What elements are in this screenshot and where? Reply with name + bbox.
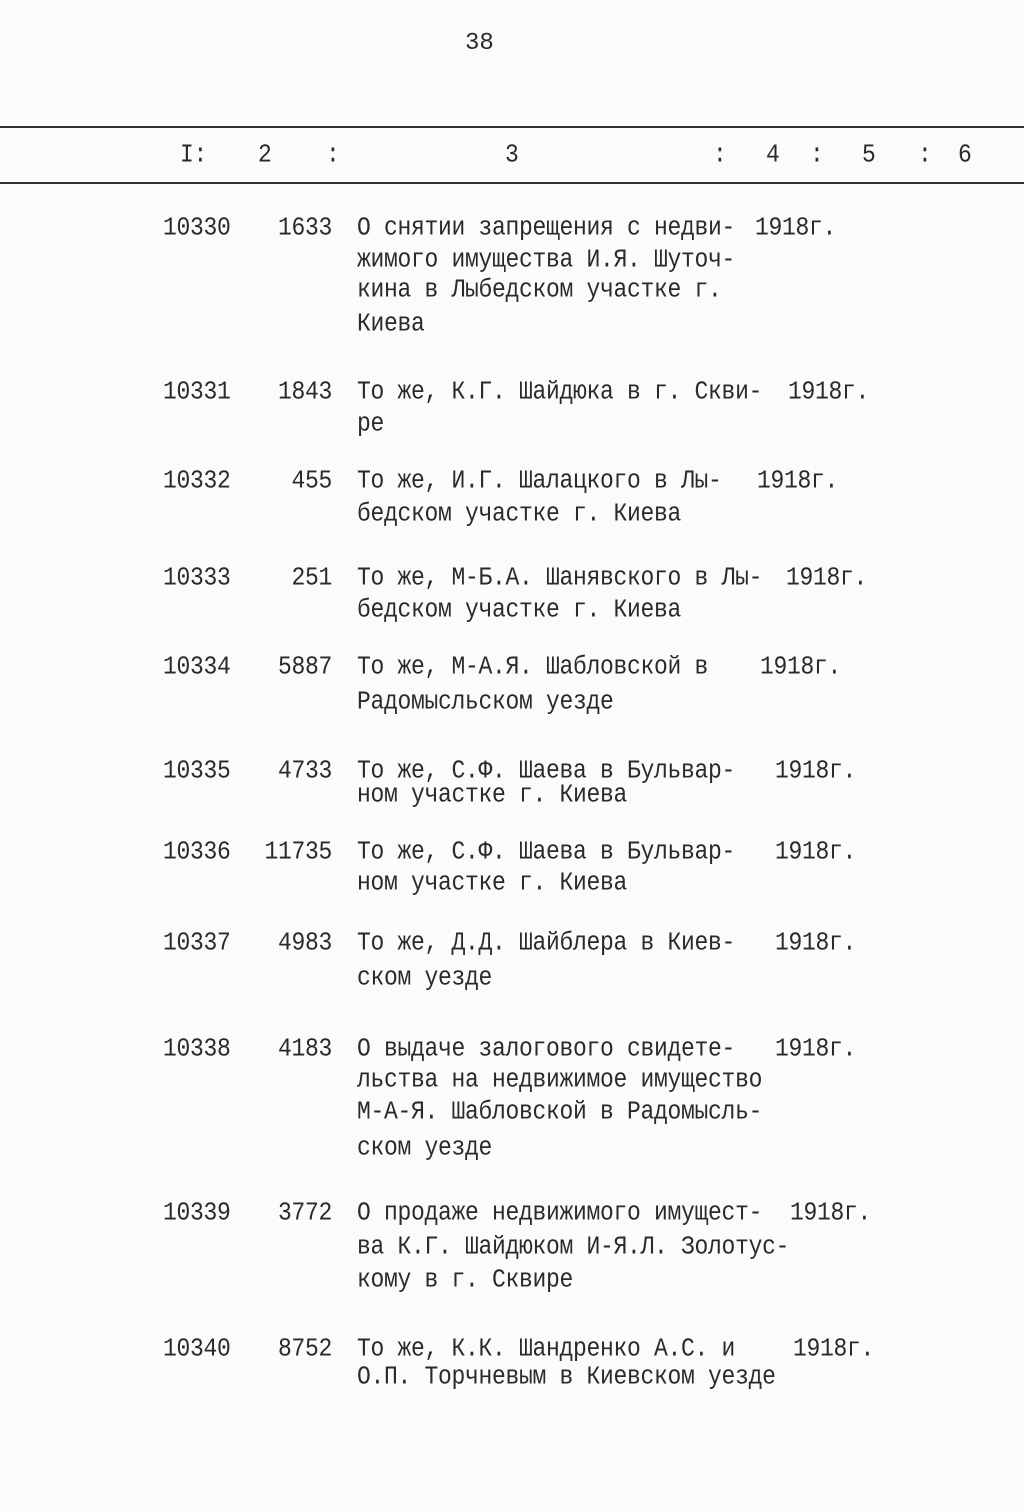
sheet-count: 8752 [277, 1334, 332, 1364]
separator: : [326, 140, 340, 170]
record-year: 1918г. [775, 928, 857, 958]
description-line: О выдаче залогового свидете- [357, 1034, 736, 1064]
description-line: Радомысльском уезде [357, 687, 614, 717]
record-year: 1918г. [793, 1334, 875, 1364]
description-line: ре [357, 409, 385, 439]
record-number: 10331 [163, 377, 231, 407]
header-top-rule [0, 126, 1024, 128]
sheet-count: 1633 [277, 213, 332, 243]
description-line: кина в Лыбедском участке г. [357, 275, 722, 305]
sheet-count: 1843 [277, 377, 332, 407]
description-line: Киева [357, 309, 425, 339]
description-line: жимого имущества И.Я. Шуточ- [357, 245, 736, 275]
col-2-header: 2 [258, 140, 272, 170]
record-number: 10335 [163, 756, 231, 786]
sheet-count: 251 [291, 563, 332, 593]
record-number: 10330 [163, 213, 231, 243]
record-year: 1918г. [755, 213, 837, 243]
description-line: То же, М-А.Я. Шабловской в [357, 652, 709, 682]
record-number: 10336 [163, 837, 231, 867]
description-line: То же, К.Г. Шайдюка в г. Скви- [357, 377, 763, 407]
description-line: кому в г. Сквире [357, 1265, 574, 1295]
description-line: То же, К.К. Шандренко А.С. и [357, 1334, 736, 1364]
sheet-count: 4983 [277, 928, 332, 958]
sheet-count: 455 [291, 466, 332, 496]
record-number: 10339 [163, 1198, 231, 1228]
description-line: О продаже недвижимого имущест- [357, 1198, 763, 1228]
description-line: М-А-Я. Шабловской в Радомысль- [357, 1097, 763, 1127]
description-line: льства на недвижимое имущество [357, 1065, 763, 1095]
separator: : [918, 140, 932, 170]
separator: : [713, 140, 727, 170]
record-year: 1918г. [786, 563, 868, 593]
record-year: 1918г. [788, 377, 870, 407]
record-year: 1918г. [775, 837, 857, 867]
record-number: 10337 [163, 928, 231, 958]
description-line: То же, И.Г. Шалацкого в Лы- [357, 466, 722, 496]
col-6-header: 6 [958, 140, 972, 170]
sheet-count: 4183 [277, 1034, 332, 1064]
sheet-count: 3772 [277, 1198, 332, 1228]
description-line: О снятии запрещения с недви- [357, 213, 736, 243]
sheet-count: 5887 [277, 652, 332, 682]
description-line: ском уезде [357, 1133, 493, 1163]
record-year: 1918г. [790, 1198, 872, 1228]
record-number: 10334 [163, 652, 231, 682]
record-number: 10340 [163, 1334, 231, 1364]
description-line: То же, Д.Д. Шайблера в Киев- [357, 928, 736, 958]
page-number: 38 [465, 30, 494, 57]
sheet-count: 11735 [264, 837, 332, 867]
description-line: ном участке г. Киева [357, 780, 628, 810]
record-year: 1918г. [775, 1034, 857, 1064]
description-line: То же, М-Б.А. Шанявского в Лы- [357, 563, 763, 593]
separator: : [810, 140, 824, 170]
record-number: 10333 [163, 563, 231, 593]
col-5-header: 5 [862, 140, 876, 170]
record-number: 10338 [163, 1034, 231, 1064]
description-line: То же, С.Ф. Шаева в Бульвар- [357, 756, 736, 786]
col-4-header: 4 [766, 140, 780, 170]
description-line: бедском участке г. Киева [357, 595, 682, 625]
record-year: 1918г. [757, 466, 839, 496]
description-line: ском уезде [357, 963, 493, 993]
sheet-count: 4733 [277, 756, 332, 786]
description-line: бедском участке г. Киева [357, 499, 682, 529]
description-line: О.П. Торчневым в Киевском уезде [357, 1362, 776, 1392]
description-line: То же, С.Ф. Шаева в Бульвар- [357, 837, 736, 867]
description-line: ном участке г. Киева [357, 868, 628, 898]
description-line: ва К.Г. Шайдюком И-Я.Л. Золотус- [357, 1232, 790, 1262]
col-1-header: I: [180, 140, 208, 170]
header-bottom-rule [0, 182, 1024, 184]
record-number: 10332 [163, 466, 231, 496]
col-3-header: 3 [505, 140, 519, 170]
record-year: 1918г. [775, 756, 857, 786]
record-year: 1918г. [760, 652, 842, 682]
